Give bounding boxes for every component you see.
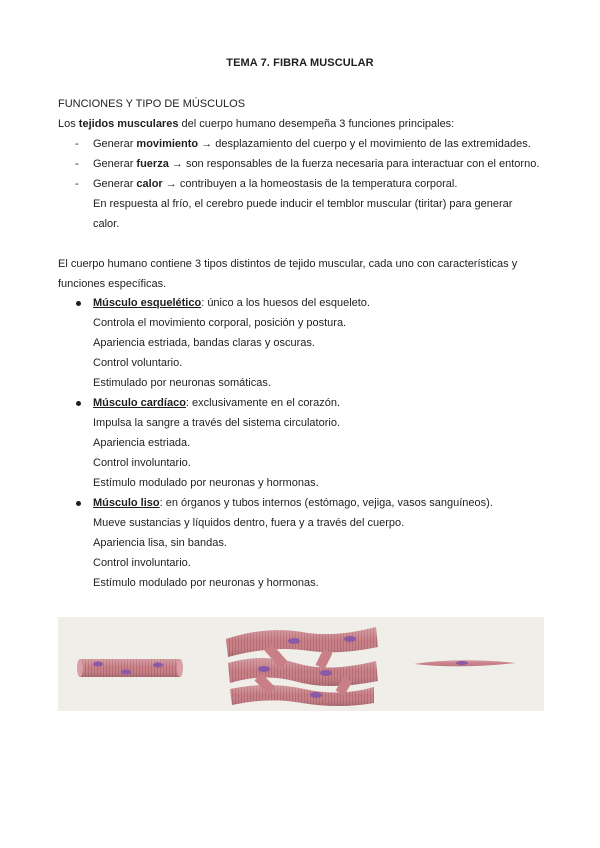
- muscle-detail: Mueve sustancias y líquidos dentro, fuera y a través del cuerpo.: [93, 517, 405, 529]
- muscle-types-figure: [58, 617, 544, 711]
- intro-bold: tejidos musculares: [78, 118, 179, 130]
- muscle-detail: Apariencia estriada, bandas claras y oscuras.: [93, 337, 315, 349]
- list-dash: -: [75, 158, 79, 170]
- function-suffix: → contribuyen a la homeostasis de la temperatura corporal.: [162, 178, 458, 190]
- intro-prefix: Los: [58, 118, 79, 130]
- bullet-icon: [76, 301, 81, 306]
- muscle-type-smooth: [93, 496, 493, 510]
- muscle-detail: Controla el movimiento corporal, posición y postura.: [93, 317, 347, 329]
- function-prefix: Generar: [93, 138, 137, 150]
- function-bold: fuerza: [136, 158, 169, 170]
- muscle-detail: Apariencia estriada.: [93, 437, 191, 449]
- function-suffix: → desplazamiento del cuerpo y el movimiento de las extremidades.: [198, 138, 531, 150]
- bullet-icon: [76, 501, 81, 506]
- section-heading: FUNCIONES Y TIPO DE MÚSCULOS: [58, 98, 246, 110]
- muscle-illustration-svg: [58, 617, 544, 711]
- muscle-type-skeletal: [93, 296, 370, 310]
- muscle-detail: Control voluntario.: [93, 357, 183, 369]
- muscle-detail: Estímulo modulado por neuronas y hormonas.: [93, 477, 319, 489]
- muscle-type-name: Músculo esquelético: [93, 297, 202, 309]
- list-dash: -: [75, 178, 79, 190]
- page-title: TEMA 7. FIBRA MUSCULAR: [226, 57, 374, 69]
- muscle-type-name: Músculo liso: [93, 497, 160, 509]
- muscle-detail: Apariencia lisa, sin bandas.: [93, 537, 227, 549]
- muscle-type-description: : exclusivamente en el corazón.: [185, 397, 341, 409]
- types-intro-line: funciones específicas.: [58, 278, 167, 290]
- muscle-type-name: Músculo cardíaco: [93, 397, 186, 409]
- skeletal-muscle-fiber-icon: [77, 659, 183, 677]
- muscle-detail: Estímulo modulado por neuronas y hormonas.: [93, 577, 319, 589]
- function-prefix: Generar: [93, 178, 137, 190]
- types-intro-line: El cuerpo humano contiene 3 tipos distintos de tejido muscular, cada uno con características y: [58, 258, 518, 270]
- list-dash: -: [75, 138, 79, 150]
- muscle-detail: Impulsa la sangre a través del sistema circulatorio.: [93, 417, 340, 429]
- intro-suffix: del cuerpo humano desempeña 3 funciones principales:: [178, 118, 455, 130]
- muscle-detail: Control involuntario.: [93, 557, 191, 569]
- muscle-type-description: : en órganos y tubos internos (estómago, vejiga, vasos sanguíneos).: [159, 497, 493, 509]
- function-item-calor: [93, 177, 457, 191]
- function-prefix: Generar: [93, 158, 137, 170]
- bullet-icon: [76, 401, 81, 406]
- function-item-movimiento: [93, 137, 531, 151]
- function-item-fuerza: [93, 157, 539, 171]
- cardiac-muscle-fibers-icon: [226, 627, 378, 706]
- muscle-detail: Control involuntario.: [93, 457, 191, 469]
- intro-line: [58, 117, 454, 131]
- function-bold: calor: [136, 178, 163, 190]
- smooth-muscle-cell-icon: [414, 660, 516, 666]
- muscle-type-cardiac: [93, 396, 340, 410]
- function-suffix: → son responsables de la fuerza necesaria para interactuar con el entorno.: [168, 158, 540, 170]
- muscle-type-description: : único a los huesos del esqueleto.: [201, 297, 370, 309]
- muscle-detail: Estimulado por neuronas somáticas.: [93, 377, 271, 389]
- function-bold: movimiento: [136, 138, 199, 150]
- calor-note-line: En respuesta al frío, el cerebro puede inducir el temblor muscular (tiritar) para generar: [93, 198, 513, 210]
- calor-note-line: calor.: [93, 218, 120, 230]
